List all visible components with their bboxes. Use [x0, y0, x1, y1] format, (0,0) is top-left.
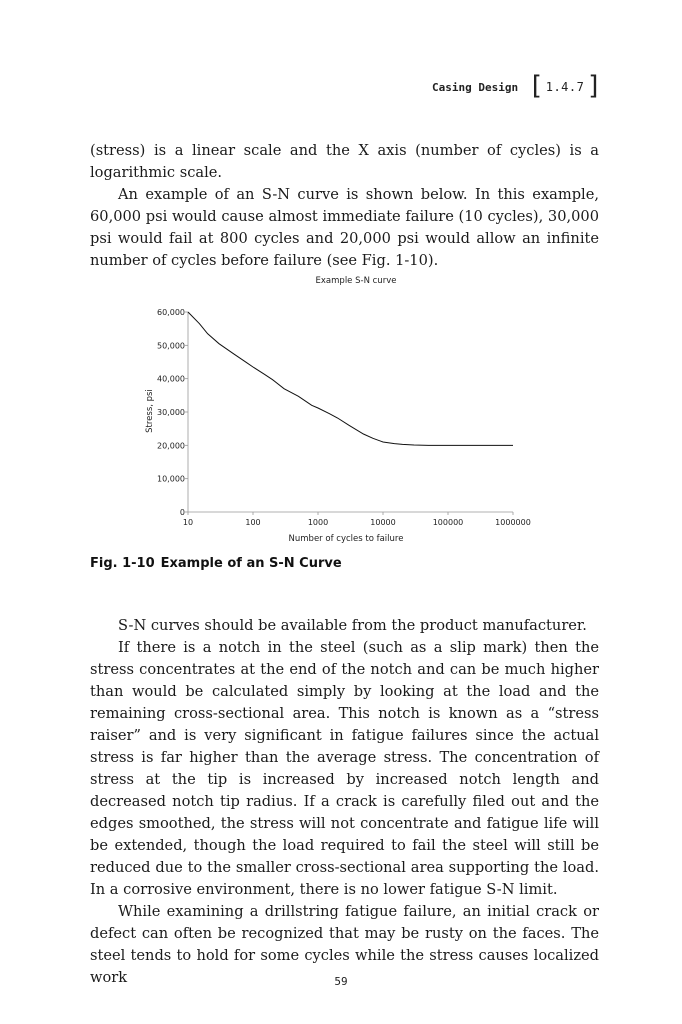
y-tick-label: 40,000 [157, 374, 185, 384]
chart-title: Example S-N curve [315, 276, 397, 286]
chart-svg [90, 265, 599, 555]
y-tick-label: 60,000 [157, 308, 185, 317]
y-tick-label: 10,000 [157, 474, 185, 484]
paragraph: While examining a drillstring fatigue failure, an initial crack or defect can often be recognized that may be rusty on the faces. The steel tends to hold for some cycles while the stress causes localized work [90, 903, 599, 986]
y-axis-label: Stress, psi [145, 389, 155, 433]
paragraph: S-N curves should be available from the product manufacturer. [118, 617, 587, 634]
left-bracket: [ [528, 71, 544, 101]
body-text-bottom [90, 615, 599, 989]
ticks [157, 308, 531, 527]
paragraph: An example of an S-N curve is shown below. In this example, 60,000 psi would cause almost immediate failure (10 cycles), 30,000 psi would fail at 800 cycles and 20,000 psi would allow an infinite number of cycles before failure (see Fig. 1-10). [90, 186, 599, 269]
x-tick-label: 100000 [432, 518, 464, 527]
y-tick-label: 0 [179, 508, 185, 517]
section-number [528, 71, 602, 101]
right-bracket: ] [586, 71, 602, 101]
figure-number: Fig. 1-10 [90, 556, 155, 571]
x-tick-label: 100 [245, 518, 261, 527]
body-text-top [90, 140, 599, 272]
running-title: Casing Design [431, 80, 519, 94]
page-number: 59 [334, 975, 348, 988]
figure-caption [90, 556, 342, 571]
sn-curve-chart [90, 265, 599, 555]
x-tick-label: 10 [182, 518, 194, 527]
paragraph: (stress) is a linear scale and the X axis (number of cycles) is a logarithmic scale. [90, 142, 599, 181]
y-tick-label: 20,000 [157, 441, 185, 451]
paragraph: If there is a notch in the steel (such as a slip mark) then the stress concentrates at the end of the notch and can be much higher than would be calculated simply by looking at the load and the remaining cross-sectional area. This notch is known as a “stress raiser” and is very significant in fatigue failures since the actual stress is far higher than the average stress. The concentration of stress at the tip is increased by increased notch length and decreased notch tip radius. If a crack is carefully filed out and the edges smoothed, the stress will not concentrate and fatigue life will be extended, though the load required to fail the steel will still be reduced due to the smaller cross-sectional area supporting the load. In a corrosive environment, there is no lower fatigue S-N limit. [90, 639, 599, 898]
running-header [431, 71, 602, 101]
axes [188, 312, 513, 512]
y-tick-label: 30,000 [157, 408, 185, 417]
series-line-sn-curve [188, 312, 513, 445]
x-tick-label: 1000000 [495, 518, 531, 527]
section-number-text: 1.4.7 [545, 80, 585, 94]
figure-caption-text: Example of an S-N Curve [160, 556, 342, 571]
y-tick-label: 50,000 [157, 341, 185, 351]
x-tick-label: 1000 [307, 518, 329, 527]
x-tick-label: 10000 [370, 518, 396, 527]
x-axis-label: Number of cycles to failure [288, 534, 404, 544]
